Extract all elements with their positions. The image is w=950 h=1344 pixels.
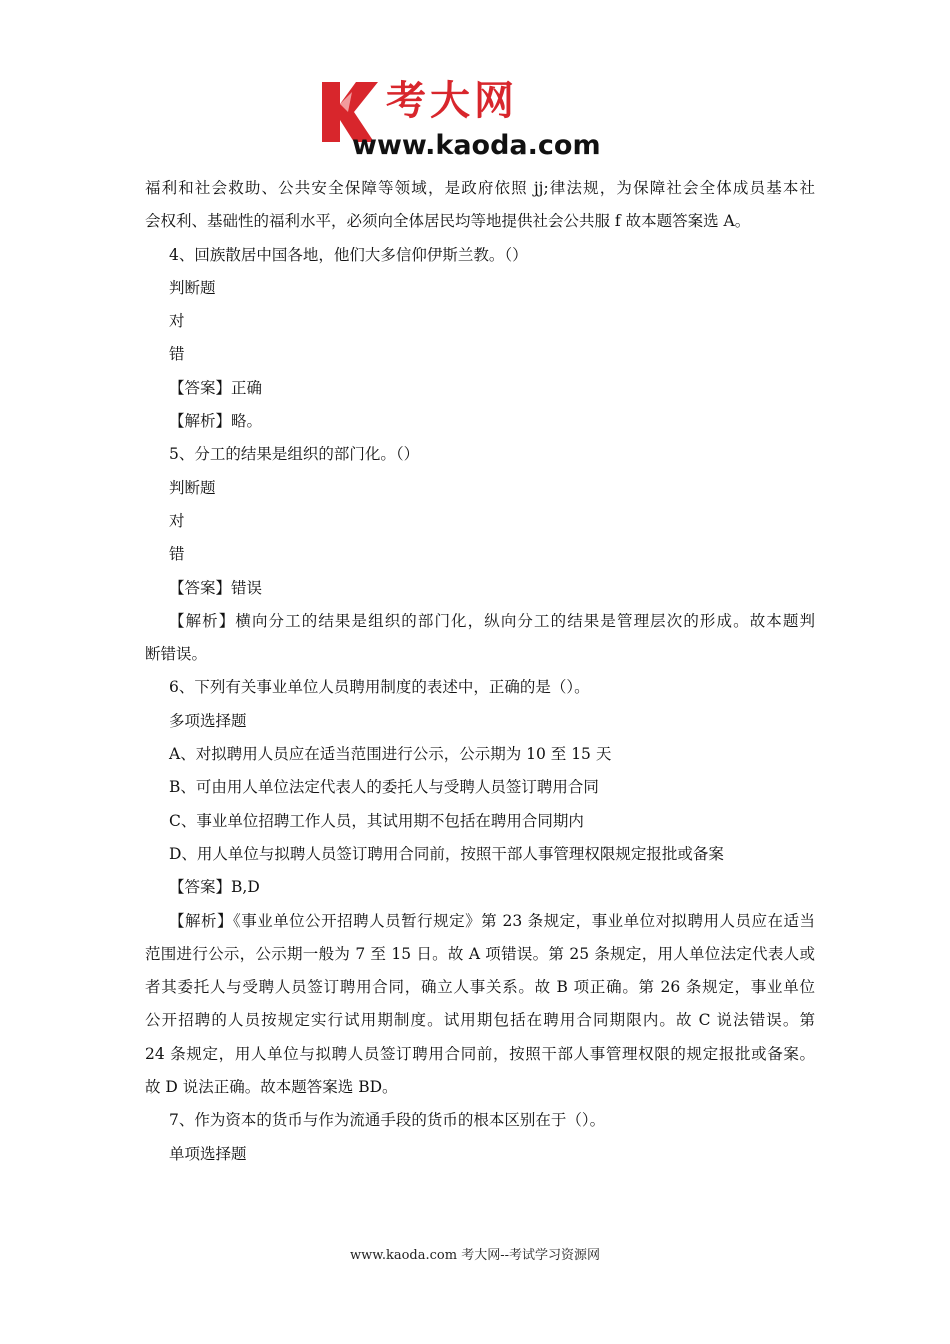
text-line: 【答案】B,D <box>169 878 260 897</box>
text-line: 福利和社会救助、公共安全保障等领域，是政府依照 jj;律法规，为保障社会全体成员基本社 <box>145 179 815 197</box>
text-line: 24 条规定，用人单位与拟聘人员签订聘用合同前，按照干部人事管理权限的规定报批或备案。 <box>145 1044 815 1063</box>
text-line: 错 <box>169 345 185 364</box>
text-line: A、对拟聘用人员应在适当范围进行公示，公示期为 10 至 15 天 <box>169 745 612 764</box>
text-line: 故 D 说法正确。故本题答案选 BD。 <box>145 1078 398 1097</box>
text-line: 会权利、基础性的福利水平，必须向全体居民均等地提供社会公共服 f 故本题答案选 A。 <box>145 212 751 231</box>
text-line: 【解析】略。 <box>169 412 263 431</box>
text-line: 6、下列有关事业单位人员聘用制度的表述中，正确的是（）。 <box>169 678 590 697</box>
text-line: 【解析】横向分工的结果是组织的部门化，纵向分工的结果是管理层次的形成。故本题判 <box>169 611 815 630</box>
text-line: B、可由用人单位法定代表人的委托人与受聘人员签订聘用合同 <box>169 778 599 797</box>
document-body <box>145 172 815 1171</box>
text-line: 【解析】《事业单位公开招聘人员暂行规定》第 23 条规定，事业单位对拟聘用人员应在适当 <box>169 911 815 930</box>
text-line: 错 <box>169 545 185 564</box>
text-line: 多项选择题 <box>169 711 247 730</box>
text-line: 5、分工的结果是组织的部门化。（） <box>169 445 420 464</box>
logo-chinese-name: 考大网 <box>386 78 518 124</box>
text-line: 判断题 <box>169 478 216 497</box>
page-footer: www.kaoda.com 考大网--考试学习资源网 <box>350 1248 600 1263</box>
text-line: 单项选择题 <box>169 1144 247 1163</box>
text-line: 【答案】正确 <box>169 378 263 397</box>
text-line: 判断题 <box>169 278 216 297</box>
logo-url-text: www.kaoda.com <box>352 130 601 161</box>
text-line: 范围进行公示，公示期一般为 7 至 15 日。故 A 项错误。第 25 条规定，用人单位法定代表人或 <box>145 944 815 963</box>
text-line: 4、回族散居中国各地，他们大多信仰伊斯兰教。（） <box>169 245 528 264</box>
text-line: C、事业单位招聘工作人员，其试用期不包括在聘用合同期内 <box>169 811 584 830</box>
text-line: D、用人单位与拟聘人员签订聘用合同前，按照干部人事管理权限规定报批或备案 <box>169 844 724 863</box>
text-line: 断错误。 <box>145 645 208 664</box>
text-line: 7、作为资本的货币与作为流通手段的货币的根本区别在于（）。 <box>169 1111 606 1130</box>
text-line: 公开招聘的人员按规定实行试用期制度。试用期包括在聘用合同期限内。故 C 说法错误。第 <box>145 1011 815 1030</box>
text-line: 对 <box>169 312 185 331</box>
text-line: 【答案】错误 <box>169 578 263 597</box>
text-line: 对 <box>169 511 185 530</box>
text-line: 者其委托人与受聘人员签订聘用合同，确立人事关系。故 B 项正确。第 26 条规定，事业单位 <box>145 978 815 997</box>
site-logo <box>318 78 638 162</box>
